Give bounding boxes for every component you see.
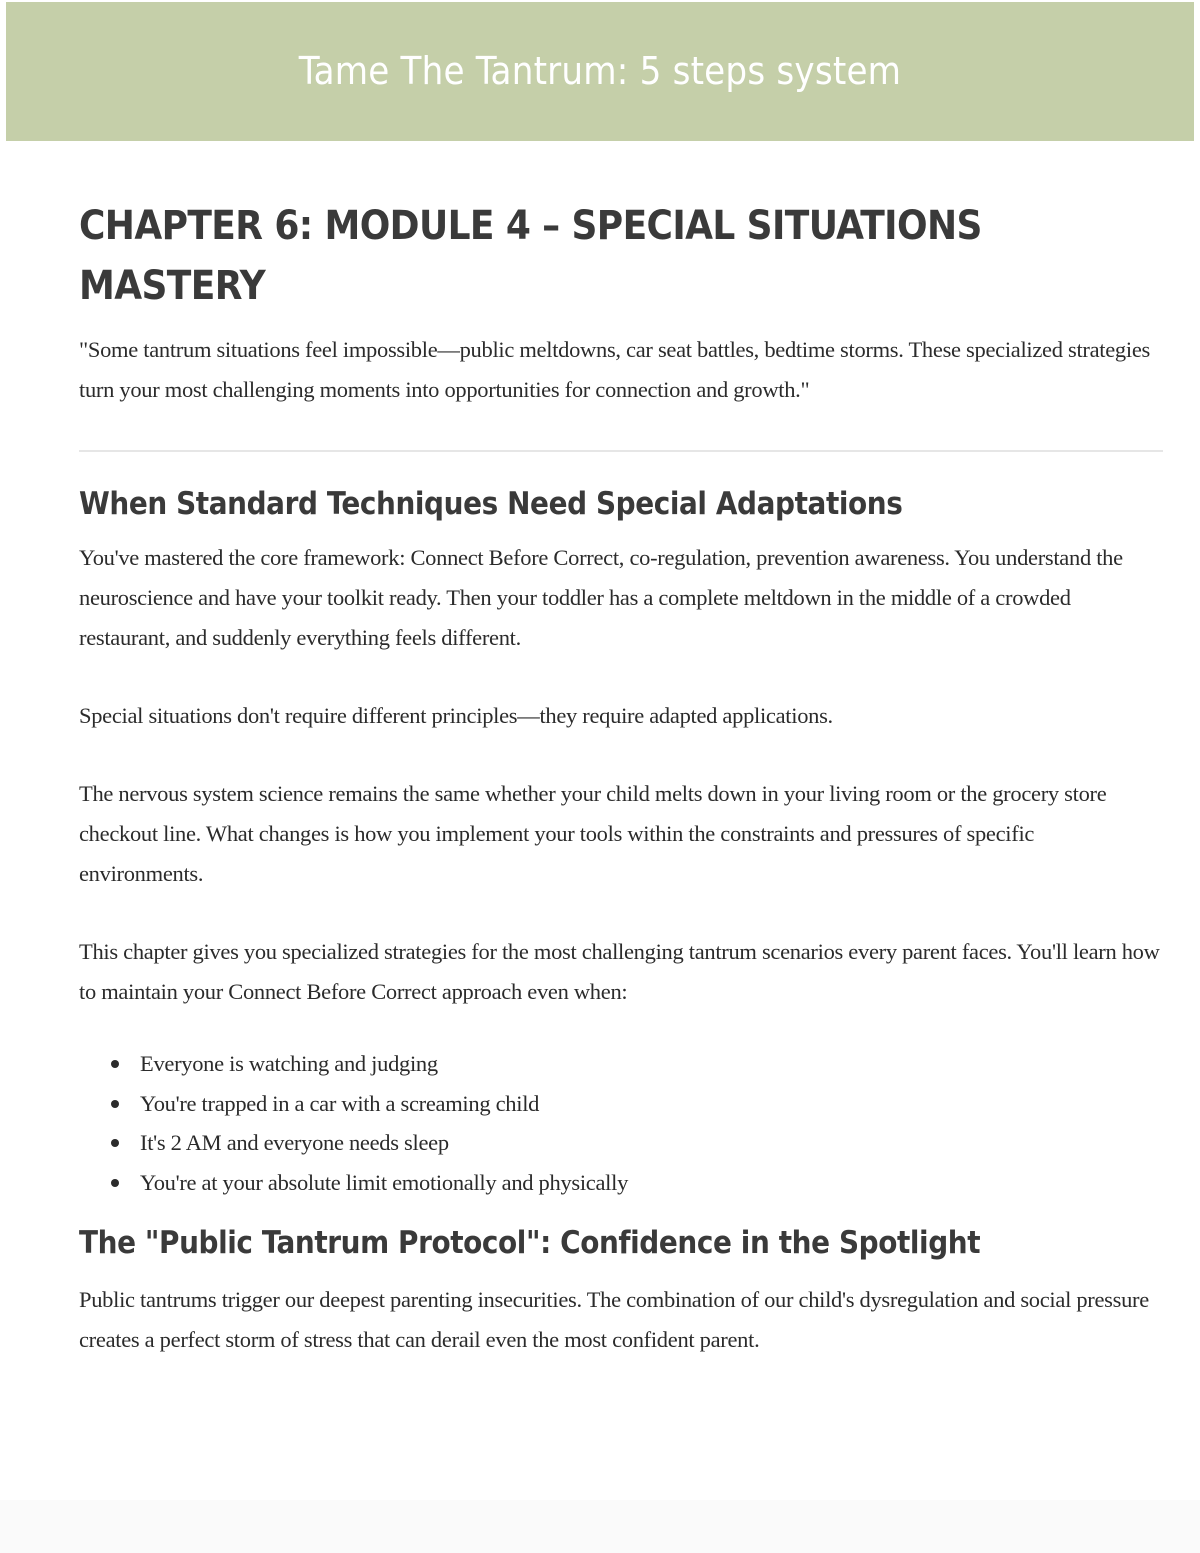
section-heading-adaptations: When Standard Techniques Need Special Adaptations [79, 486, 903, 522]
bullet-icon [111, 1060, 119, 1068]
paragraph: You've mastered the core framework: Connect Before Correct, co-regulation, prevention awareness. You understand the neuroscience and have your toolkit ready. Then your toddler has a complete meltdown in the middle of a crowded restaurant, and suddenly everything feels different. [79, 545, 1123, 650]
list-item [109, 1084, 1163, 1124]
chapter-intro-quote: "Some tantrum situations feel impossible—public meltdowns, car seat battles, bedtime storms. These specialized strategies turn your most challenging moments into opportunities for connection and growth." [79, 337, 1150, 402]
header-banner [6, 2, 1194, 141]
bullet-icon [111, 1100, 119, 1108]
paragraph: Special situations don't require different principles—they require adapted applications. [79, 703, 833, 728]
bullet-icon [111, 1179, 119, 1187]
list-item [109, 1123, 1163, 1163]
page-footer-area [0, 1500, 1200, 1553]
paragraph: Public tantrums trigger our deepest parenting insecurities. The combination of our child's dysregulation and social pressure creates a perfect storm of stress that can derail even the most confident parent. [79, 1287, 1149, 1352]
list-item [109, 1163, 1163, 1203]
list-item-text: Everyone is watching and judging [140, 1051, 438, 1076]
paragraph: This chapter gives you specialized strategies for the most challenging tantrum scenarios every parent faces. You'll learn how to maintain your Connect Before Correct approach even when: [79, 939, 1160, 1004]
chapter-title: CHAPTER 6: MODULE 4 – SPECIAL SITUATIONS MASTERY [79, 203, 982, 309]
list-item-text: You're at your absolute limit emotionally and physically [140, 1169, 629, 1195]
section-divider [79, 450, 1163, 452]
section-heading-public-tantrum: The "Public Tantrum Protocol": Confidence in the Spotlight [79, 1225, 981, 1261]
situations-bullet-list [79, 1044, 1163, 1202]
list-item-text: You're trapped in a car with a screaming child [140, 1090, 540, 1116]
document-title: Tame The Tantrum: 5 steps system [298, 48, 902, 93]
list-item [109, 1044, 1163, 1084]
page-content [79, 196, 1163, 1360]
list-item-text: It's 2 AM and everyone needs sleep [140, 1130, 449, 1155]
bullet-icon [111, 1139, 119, 1147]
paragraph: The nervous system science remains the same whether your child melts down in your living room or the grocery store checkout line. What changes is how you implement your tools within the constraints and pressures of specific environments. [79, 781, 1107, 886]
